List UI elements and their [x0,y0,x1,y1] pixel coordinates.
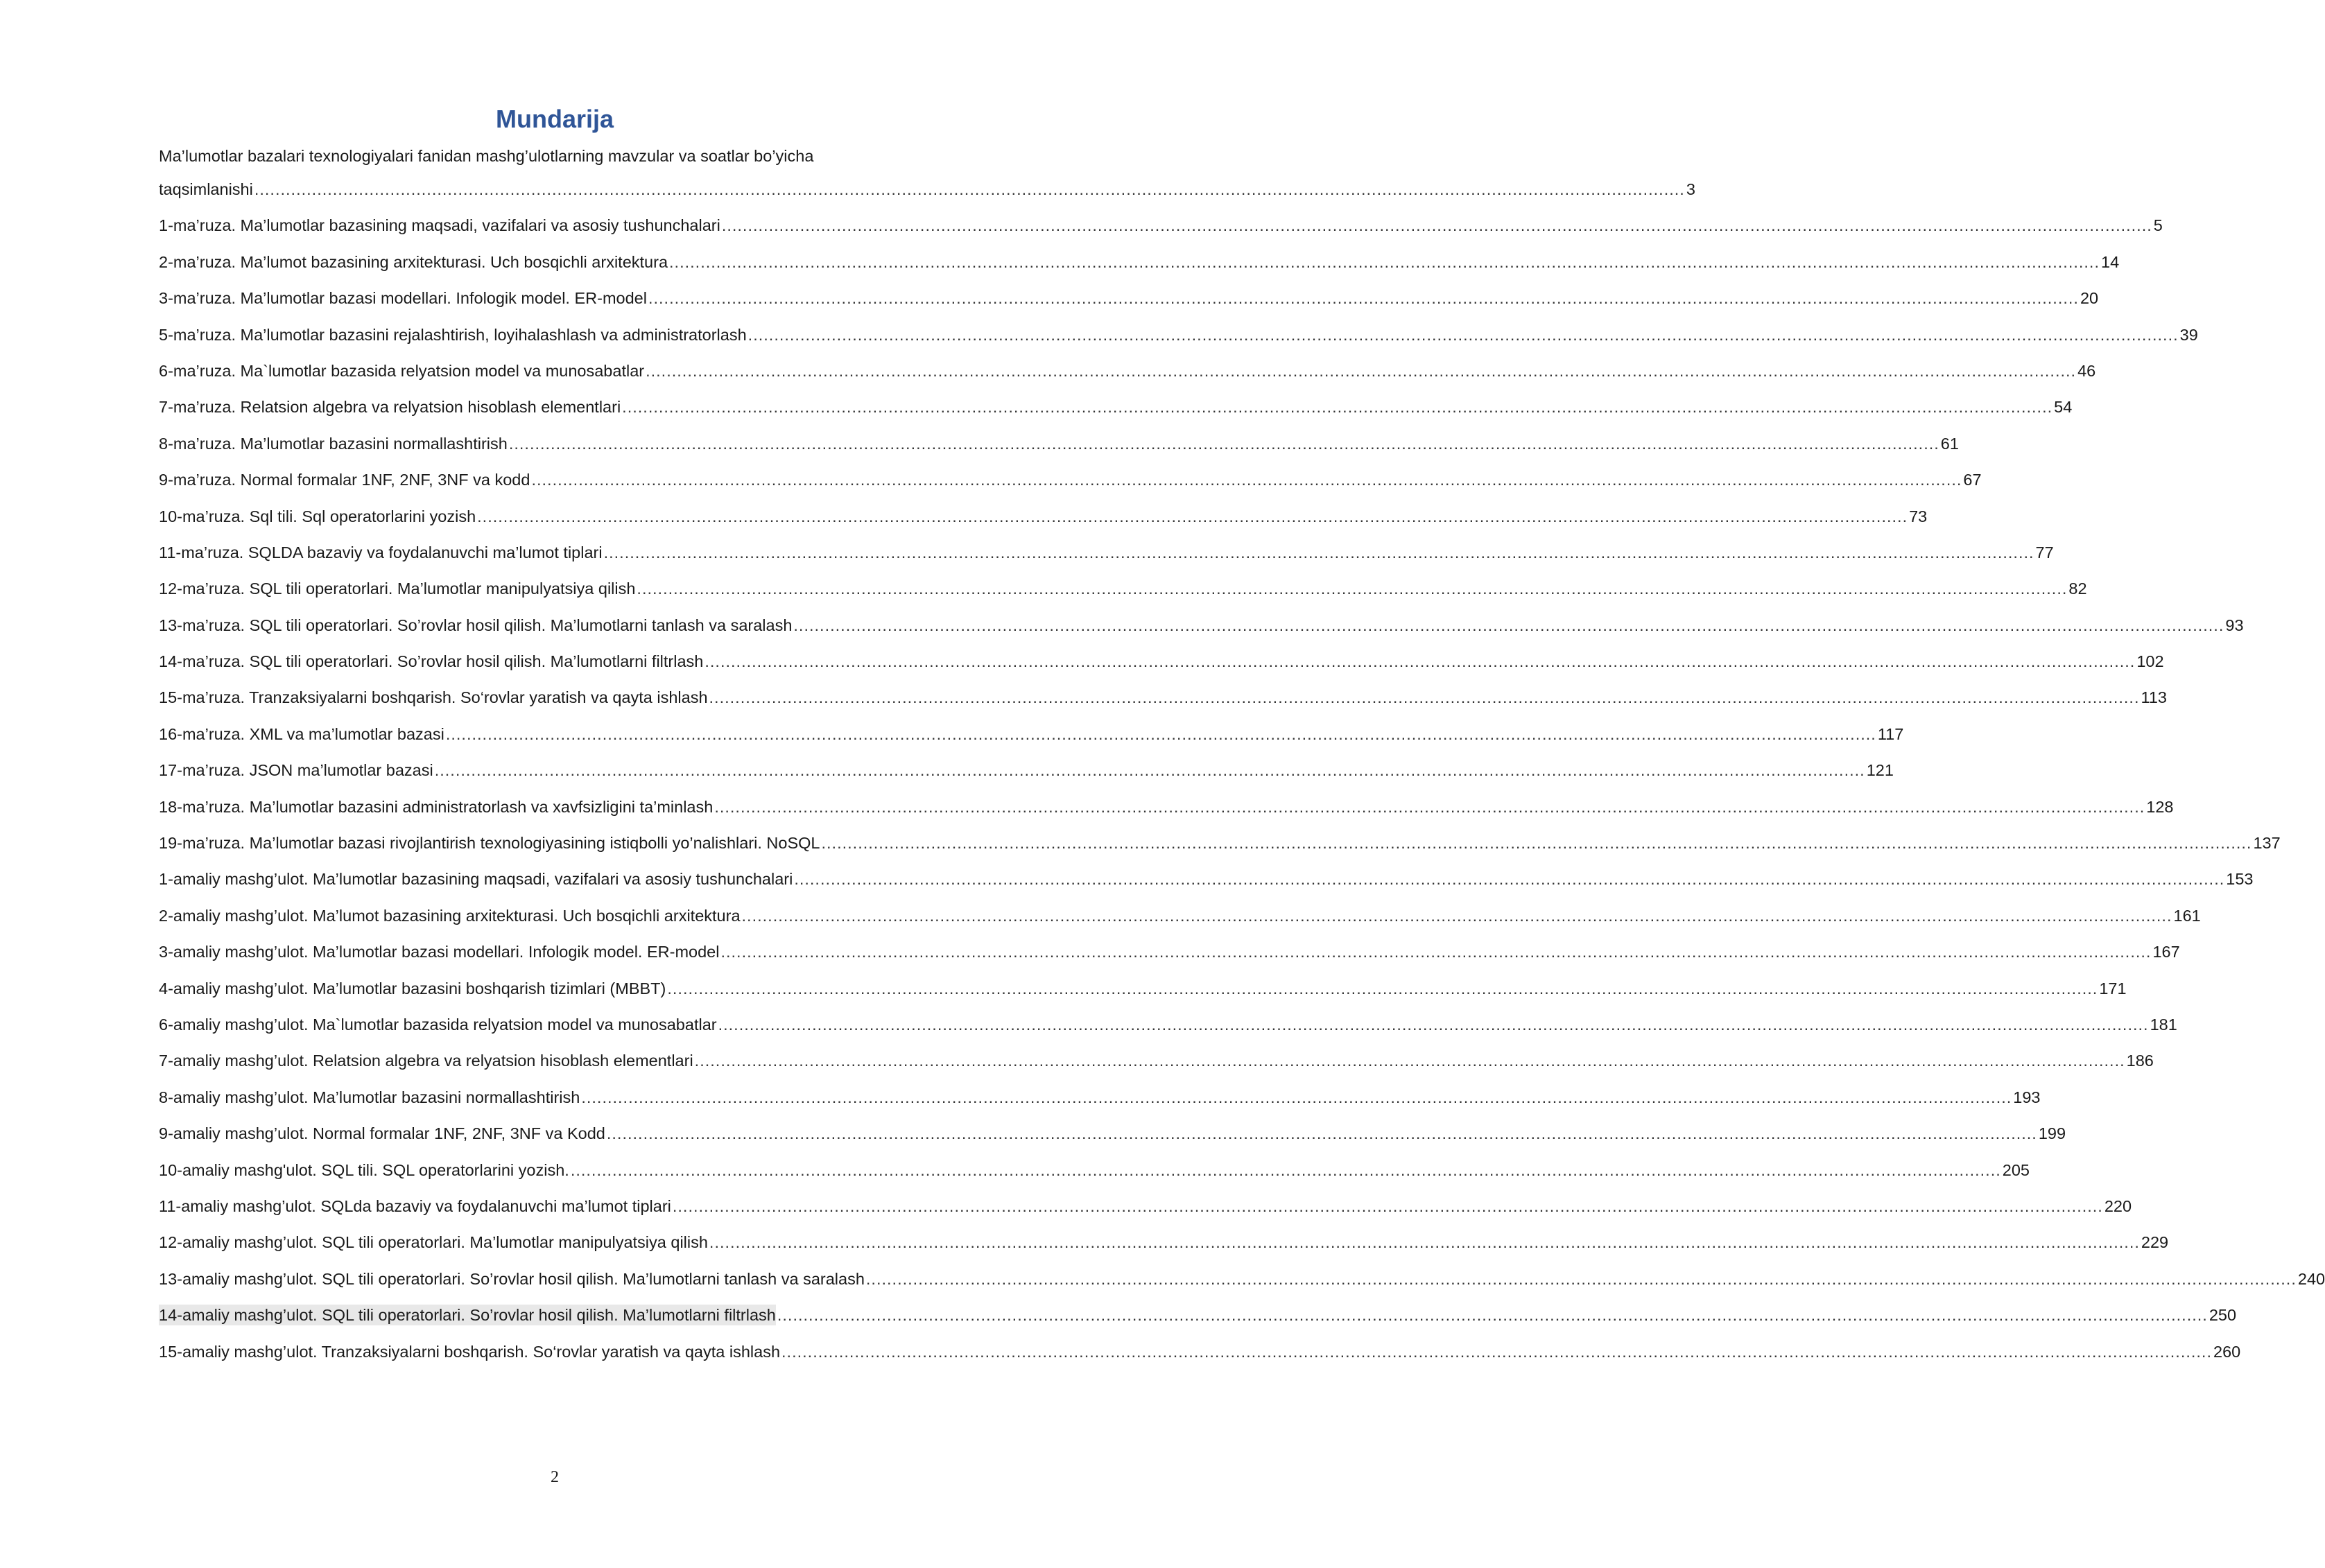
toc-entry[interactable] [159,999,2177,1035]
dot-leader [435,760,1865,781]
toc-page-number: 153 [2226,870,2254,889]
toc-entry[interactable] [159,563,2087,599]
toc-entry-text: 11-ma’ruza. SQLDA bazaviy va foydalanuvchi ma’lumot tiplari [159,543,603,561]
dot-leader [673,1196,2103,1217]
toc-entry[interactable] [159,672,2167,708]
toc-entry-text: 11-amaliy mashg’ulot. SQLda bazaviy va foydalanuvchi ma’lumot tiplari [159,1196,671,1215]
toc-entry[interactable] [159,454,1982,490]
dot-leader [695,1050,2125,1071]
toc-entry[interactable] [159,1289,2237,1325]
dot-leader [477,506,1908,527]
toc-entry-text: 12-ma’ruza. SQL tili operatorlari. Ma’lumotlar manipulyatsiya qilish [159,580,636,598]
toc-entry-text: 14-amaliy mashg’ulot. SQL tili operatorlari. So’rovlar hosil qilish. Ma’lumotlarni filtrlash [159,1306,776,1325]
toc-page-number: 260 [2213,1342,2241,1361]
toc-entry-text: 18-ma’ruza. Ma’lumotlar bazasini administratorlash va xavfsizligini ta’minlash [159,797,714,816]
dot-leader [777,1305,2208,1325]
dot-leader [607,1123,2037,1144]
toc-page-number: 250 [2209,1306,2237,1325]
dot-leader [604,542,2034,563]
toc-page-number: 14 [2101,252,2120,271]
dot-leader [669,252,2100,272]
toc-entry-text: 6-ma’ruza. Ma`lumotlar bazasida relyatsion model va munosabatlar [159,361,645,380]
toc-entry[interactable] [159,889,2201,925]
toc-entry-text: 1-amaliy mashg’ulot. Ma’lumotlar bazasining maqsadi, vazifalari va asosiy tushunchalari [159,870,793,889]
toc-entry-text: 7-ma’ruza. Relatsion algebra va relyatsion hisoblash elementlari [159,398,621,417]
toc-entry[interactable] [159,1181,2132,1217]
dot-leader [637,578,2067,599]
toc-entry[interactable] [159,1144,2030,1180]
toc-page-number: 193 [2013,1088,2041,1106]
toc-entry[interactable] [159,1035,2154,1071]
dot-leader [622,397,2052,417]
toc-entry[interactable] [159,853,2254,889]
toc-page-number: 5 [2153,216,2163,235]
toc-entry-text: 2-amaliy mashg’ulot. Ma’lumot bazasining arxitekturasi. Uch bosqichli arxitektura [159,906,741,925]
toc-entry-text: 5-ma’ruza. Ma’lumotlar bazasini rejalashtirish, loyihalashlash va administratorlash [159,325,747,344]
dot-leader [720,941,2151,962]
toc-entry[interactable] [159,381,2073,417]
toc-entry-text: 15-amaliy mashg’ulot. Tranzaksiyalarni boshqarish. So‘rovlar yaratish va qayta ishlash [159,1342,781,1361]
toc-entry-text: 7-amaliy mashg’ulot. Relatsion algebra va relyatsion hisoblash elementlari [159,1052,693,1070]
toc-entries [159,200,2325,1362]
toc-entry-text: 17-ma’ruza. JSON ma’lumotlar bazasi [159,761,433,780]
table-of-contents [159,146,2325,1362]
toc-page-number: 77 [2035,543,2054,561]
toc-entry[interactable] [159,308,2198,345]
toc-page-number: 113 [2141,688,2167,707]
toc-entry-text-line1: Ma’lumotlar bazalari texnologiyalari fanidan mashg’ulotlarning mavzular va soatlar bo’yicha [159,147,814,165]
toc-entry[interactable] [159,781,2174,817]
toc-entry[interactable] [159,1217,2169,1253]
toc-page-number: 61 [1940,434,1959,453]
toc-entry[interactable] [159,490,1928,526]
dot-leader [667,978,2098,999]
toc-page-number: 67 [1963,471,1982,489]
toc-title: Mundarija [495,105,614,133]
toc-page-number: 181 [2150,1015,2177,1034]
toc-entry[interactable] [159,1071,2041,1107]
toc-entry[interactable] [159,926,2180,962]
toc-entry[interactable] [159,744,1894,781]
toc-entry-text: 16-ma’ruza. XML va ma’lumotlar bazasi [159,724,444,743]
dot-leader [709,1232,2140,1253]
toc-entry[interactable] [159,599,2244,635]
toc-entry[interactable] [159,1108,2066,1144]
toc-entry-text: 19-ma’ruza. Ma’lumotlar bazasi rivojlantirish texnologiyasining istiqbolli yo’nalishlari. NoSQL [159,834,820,853]
dot-leader [866,1269,2297,1289]
toc-entry[interactable] [159,1253,2325,1289]
toc-entry-text: 3-amaliy mashg’ulot. Ma’lumotlar bazasi modellari. Infologik model. ER-model [159,943,720,961]
toc-page-number: 186 [2126,1052,2154,1070]
toc-entry-text: 14-ma’ruza. SQL tili operatorlari. So’rovlar hosil qilish. Ma’lumotlarni filtrlash [159,652,704,671]
toc-page-number: 54 [2054,398,2073,417]
toc-entry-text: 12-amaliy mashg’ulot. SQL tili operatorlari. Ma’lumotlar manipulyatsiya qilish [159,1233,708,1252]
dot-leader [531,469,1962,490]
dot-leader [821,833,2251,853]
toc-page-number: 161 [2173,906,2201,925]
dot-leader [648,288,2079,308]
toc-page-number: 46 [2077,361,2096,380]
dot-leader [705,651,2135,672]
toc-entry-text: 8-ma’ruza. Ma’lumotlar bazasini normallashtirish [159,434,508,453]
toc-entry-text: 10-amaliy mashg'ulot. SQL tili. SQL operatorlarini yozish. [159,1160,569,1179]
toc-page-number: 117 [1877,724,1904,743]
toc-entry-text: 8-amaliy mashg’ulot. Ma’lumotlar bazasini normallashtirish [159,1088,580,1106]
toc-page-number: 229 [2141,1233,2169,1252]
toc-entry[interactable] [159,272,2099,308]
toc-entry-text: 15-ma’ruza. Tranzaksiyalarni boshqarish. So‘rovlar yaratish va qayta ishlash [159,688,708,707]
dot-leader [748,324,2179,345]
toc-entry-text: 10-ma’ruza. Sql tili. Sql operatorlarini yozish [159,507,476,525]
toc-entry-text: 9-amaliy mashg’ulot. Normal formalar 1NF, 2NF, 3NF va Kodd [159,1124,605,1143]
toc-page-number: 199 [2038,1124,2066,1143]
toc-page-number: 102 [2136,652,2164,671]
dot-leader [646,360,2076,381]
toc-page-number: 205 [2002,1160,2030,1179]
dot-leader [709,687,2140,708]
toc-page-number: 167 [2152,943,2180,961]
toc-entry-text: 1-ma’ruza. Ma’lumotlar bazasining maqsadi, vazifalari va asosiy tushunchalari [159,216,720,235]
toc-page-number: 240 [2297,1269,2325,1288]
toc-entry[interactable] [159,417,1959,453]
toc-page-number: 171 [2099,979,2127,998]
toc-entry-text: 13-amaliy mashg’ulot. SQL tili operatorlari. So’rovlar hosil qilish. Ma’lumotlarni tanlash va saralash [159,1269,865,1288]
toc-entry-text: 4-amaliy mashg’ulot. Ma’lumotlar bazasini boshqarish tizimlari (MBBT) [159,979,666,998]
toc-entry-text-line2: taqsimlanishi [159,180,253,198]
toc-page-number: 220 [2104,1196,2132,1215]
toc-page-number: 39 [2179,325,2198,344]
toc-page-number: 93 [2225,616,2244,634]
toc-page-number: 20 [2080,289,2099,308]
toc-entry-text: 13-ma’ruza. SQL tili operatorlari. So’rovlar hosil qilish. Ma’lumotlarni tanlash va saralash [159,616,793,634]
toc-entry[interactable] [159,200,2163,236]
toc-page-number: 82 [2068,580,2087,598]
toc-entry[interactable] [159,708,1904,744]
toc-entry[interactable] [159,636,2164,672]
dot-leader [581,1087,2012,1108]
page-number: 2 [551,1468,559,1486]
toc-page-number: 73 [1909,507,1928,525]
toc-entry[interactable] [159,146,1695,200]
toc-entry-text: 6-amaliy mashg’ulot. Ma`lumotlar bazasida relyatsion model va munosabatlar [159,1015,717,1034]
toc-entry[interactable] [159,962,2127,998]
toc-entry[interactable] [159,236,2120,272]
toc-entry[interactable] [159,527,2054,563]
toc-page-number: 137 [2253,834,2281,853]
dot-leader [742,905,2172,926]
toc-page-number: 128 [2146,797,2174,816]
toc-page-number: 3 [1686,180,1695,198]
dot-leader [794,869,2224,889]
dot-leader [509,433,1939,454]
dot-leader [722,215,2152,236]
toc-entry-text: 2-ma’ruza. Ma’lumot bazasining arxitekturasi. Uch bosqichli arxitektura [159,252,668,271]
toc-entry-text: 9-ma’ruza. Normal formalar 1NF, 2NF, 3NF va kodd [159,471,530,489]
toc-entry-text: 3-ma’ruza. Ma’lumotlar bazasi modellari. Infologik model. ER-model [159,289,647,308]
toc-entry[interactable] [159,1325,2241,1361]
dot-leader [781,1341,2212,1362]
dot-leader [254,179,1685,200]
toc-page-number: 121 [1866,761,1894,780]
dot-leader [718,1014,2149,1035]
dot-leader [446,724,1876,744]
dot-leader [793,615,2224,636]
dot-leader [714,796,2145,817]
toc-entry[interactable] [159,345,2096,381]
toc-entry[interactable] [159,817,2281,853]
dot-leader [571,1160,2001,1181]
